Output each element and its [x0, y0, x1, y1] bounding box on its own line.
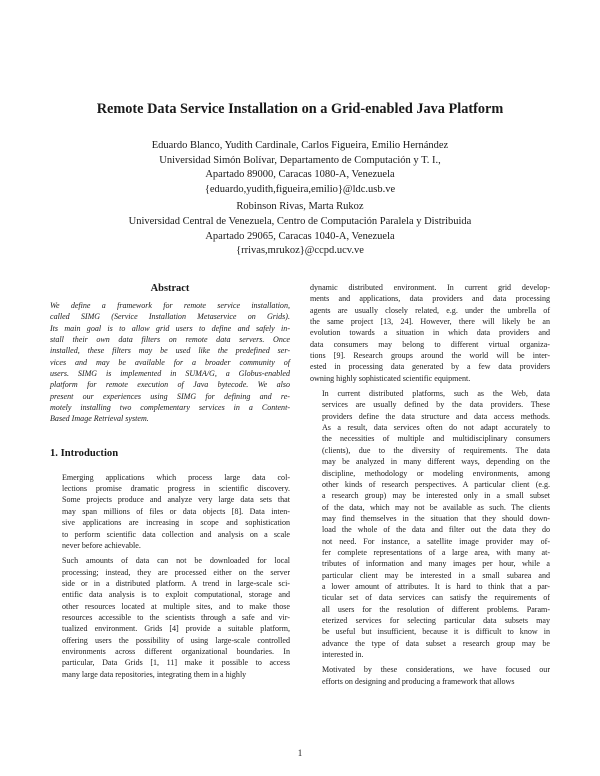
text-line: ments and applications, data providers and data processing	[310, 294, 550, 304]
paper-title: Remote Data Service Installation on a Grid-enabled Java Platform	[96, 101, 504, 117]
text-line: called SIMG (Service Installation Metaservice on Grids).	[50, 312, 290, 322]
text-line: ticular set of data services can satisfy the requirements of	[322, 593, 550, 603]
text-line: a research group) may be interested only in a small subset	[322, 491, 550, 501]
text-line: Some projects produce and analyze very large data sets that	[62, 495, 290, 505]
text-line: offering users the possibility of using large-scale controlled	[62, 635, 290, 645]
text-line: (clients), due to the diversity of requirements. The data	[322, 445, 550, 455]
text-line: other resources located at multiple sites, and to make those	[62, 601, 290, 611]
text-line: Motivated by these considerations, we have focused our	[322, 665, 550, 675]
text-line: data consumers may belong to different virtual organiza-	[310, 339, 550, 349]
text-line: may be analyzed in many different ways, depending on the	[322, 457, 550, 467]
page-number: 1	[297, 748, 303, 758]
text-line: stall their own data filters on remote data servers. Once	[50, 335, 290, 345]
left-column	[50, 282, 290, 680]
text-line: Emerging applications which process large data col-	[62, 472, 290, 482]
email-1: {eduardo,yudith,figueira,emilio}@ldc.usb.ve	[204, 183, 396, 195]
text-line: platform for remote execution of Java bytecode. We also	[50, 380, 290, 390]
author-names-2: Robinson Rivas, Marta Rukoz	[236, 201, 364, 213]
address-2: Apartado 29065, Caracas 1040-A, Venezuela	[205, 230, 395, 242]
text-line: other kinds of research perspectives. A particular client (e.g.	[322, 479, 550, 489]
abstract-body	[50, 300, 290, 425]
text-line: many large data repositories, integrating them in a highly	[62, 669, 247, 679]
text-line: providers define the data structure and data access methods.	[322, 411, 550, 421]
text-line: users. SIMG is implemented in SUMA/G, a Globus-enabled	[50, 369, 290, 379]
text-line: particular, Data Grids [1, 11] make it possible to access	[62, 658, 290, 668]
text-line: to perform scientific data collection and analysis on a scale	[62, 529, 290, 539]
text-line: agents are usually closely related, e.g. under the umbrella of	[310, 305, 550, 315]
paragraph	[310, 282, 550, 384]
text-line: side or in a distributed platform. A trend in large-scale sci-	[62, 578, 290, 588]
text-line: of the data, which may not be available as such. The clients	[322, 502, 550, 512]
affiliation-1: Universidad Simón Bolívar, Departamento de Computación y T. I.,	[159, 154, 441, 166]
text-line: not need. For instance, a satellite image provider may of-	[322, 536, 550, 546]
text-line: lections promise dramatic progress in scientific discovery.	[62, 484, 290, 494]
text-line: tualized environment. Grids [4] provide a suitable platform,	[62, 624, 290, 634]
text-line: environments across different organizational boundaries. In	[62, 646, 290, 656]
introduction-body	[50, 472, 290, 680]
paragraph	[310, 388, 550, 660]
text-line: sive applications are increasing in scope and sophistication	[62, 518, 290, 528]
text-line: resources accessible to the scientists through a safe and vir-	[62, 612, 290, 622]
paragraph	[50, 555, 290, 680]
affiliation-2: Universidad Central de Venezuela, Centro de Computación Paralela y Distribuida	[128, 215, 472, 227]
text-line: the same project [13, 24]. However, there will likely be an	[310, 317, 550, 327]
address-1: Apartado 89000, Caracas 1080-A, Venezuela	[205, 169, 395, 181]
text-line: entific data analysis is to exploit computational, storage and	[62, 590, 290, 600]
text-line: tributes of information and many images per hour, while a	[322, 559, 550, 569]
text-line: installed, these filters may be used like the predefined ser-	[50, 346, 290, 356]
text-line: efforts on designing and producing a framework that allows	[322, 676, 515, 686]
text-line: advance the type of data subset a research group may be	[322, 638, 550, 648]
text-line: discipline, methodology or modeling environments, among	[322, 468, 550, 478]
text-line: all users for the resolution of different problems. Param-	[322, 604, 550, 614]
right-column	[310, 282, 550, 687]
text-line: evolution towards a situation in which data providers and	[310, 328, 550, 338]
text-line: may span millions of files or data objects [8]. Data inten-	[62, 506, 290, 516]
text-line: Based Image Retrieval system.	[50, 414, 149, 424]
text-line: the necessities of multiple and multidisciplinary consumers	[322, 434, 550, 444]
text-line: In current distributed platforms, such as the Web, data	[322, 389, 550, 399]
author-block	[40, 139, 560, 259]
text-line: fer complete representations of a large area, with many at-	[322, 547, 550, 557]
text-line: a lower amount of attributes. It is hard to think that a par-	[322, 581, 550, 591]
text-line: owning highly sophisticated scientific equipment.	[310, 373, 471, 383]
section-heading: 1. Introduction	[50, 447, 119, 459]
text-line: may find themselves in the situation that they should down-	[322, 513, 550, 523]
text-line: particular client may be interested in a small subarea and	[322, 570, 550, 580]
text-line: Its main goal is to allow grid users to define and safely in-	[50, 323, 290, 333]
text-line: motely installing two complementary services in a Content-	[50, 403, 290, 413]
text-line: vices and may be available for a broader community of	[50, 357, 290, 367]
author-names-1: Eduardo Blanco, Yudith Cardinale, Carlos Figueira, Emilio Hernández	[151, 140, 449, 151]
text-line: eterized services for selecting particular data subsets may	[322, 615, 550, 625]
text-line: We define a framework for remote service installation,	[50, 301, 290, 310]
text-line: ested in processing data generated by a few data providers	[310, 362, 550, 372]
text-line: services are usually defined by the data providers. These	[322, 400, 550, 410]
paragraph	[310, 664, 550, 687]
abstract-heading: Abstract	[150, 283, 190, 294]
paragraph	[50, 472, 290, 551]
text-line: load the whole of the data and filter out the data they do	[322, 525, 550, 535]
text-line: processing; instead, they are processed either on the server	[62, 567, 290, 577]
text-line: never before achievable.	[62, 540, 141, 550]
text-line: dynamic distributed environment. In current grid develop-	[310, 283, 550, 292]
text-line: Such amounts of data can not be downloaded for local	[62, 556, 290, 566]
email-2: {rrivas,mrukoz}@ccpd.ucv.ve	[236, 245, 364, 257]
text-line: As a result, data services often do not adapt accurately to	[322, 423, 550, 433]
text-line: present our experiences using SIMG for defining and re-	[50, 391, 290, 401]
text-line: interested in.	[322, 650, 364, 659]
text-line: tions [9]. Research groups around the world will be inter-	[310, 351, 550, 361]
text-line: be useful but insufficient, because it is difficult to know in	[322, 627, 550, 637]
